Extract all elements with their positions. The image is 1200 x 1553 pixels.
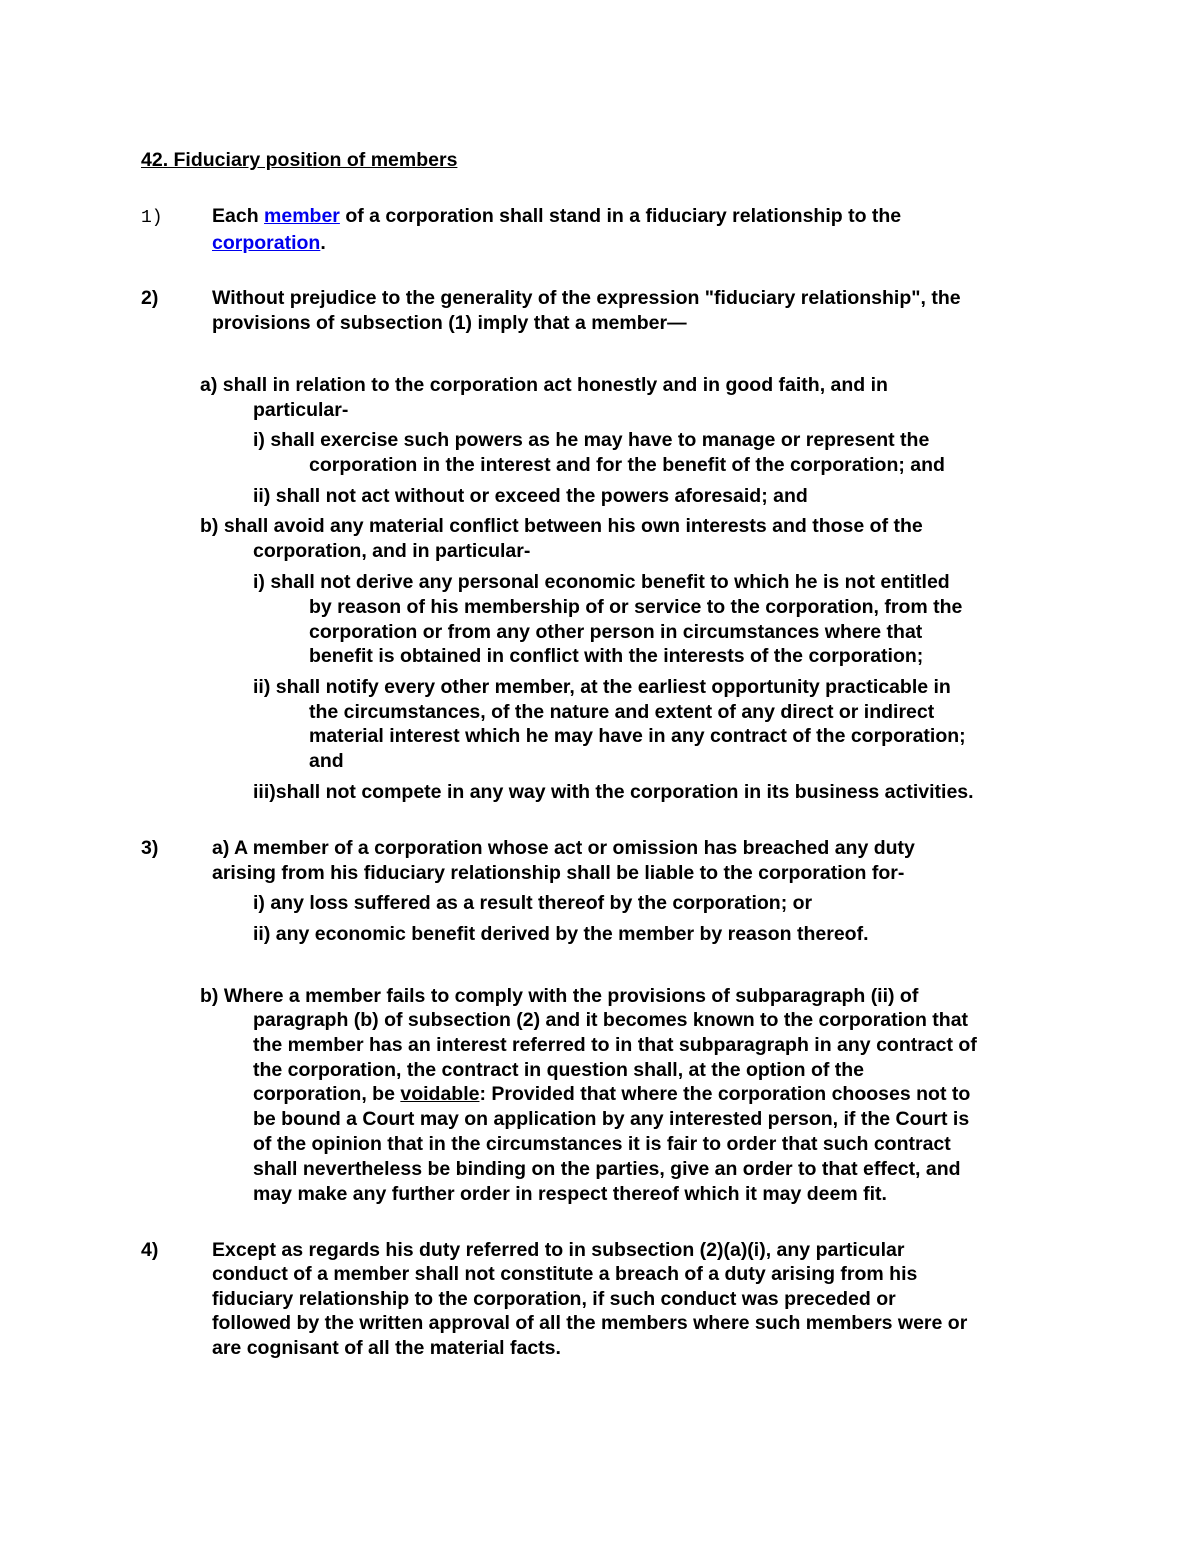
subsection-2-line-1: Without prejudice to the generality of the expression "fiduciary relationship", the xyxy=(212,287,961,309)
para-2b-i-line-3: corporation or from any other person in circumstances where that xyxy=(309,621,923,643)
para-2b-line-2: corporation, and in particular- xyxy=(253,540,531,562)
subsection-1-line-1 xyxy=(212,204,901,229)
para-3a-line-1: a) A member of a corporation whose act or omission has breached any duty xyxy=(212,837,915,859)
para-2b-i-line-4: benefit is obtained in conflict with the interests of the corporation; xyxy=(309,645,924,667)
para-3b-line-6: be bound a Court may on application by any interested person, if the Court is xyxy=(253,1108,970,1130)
subsection-1-number: 1) xyxy=(141,208,163,228)
para-2a-i-line-1: i) shall exercise such powers as he may have to manage or represent the xyxy=(253,429,930,451)
para-3a-line-2: arising from his fiduciary relationship shall be liable to the corporation for- xyxy=(212,862,905,884)
para-3b-line-4: the corporation, the contract in question shall, at the option of the xyxy=(253,1059,865,1081)
para-3b-line-5-post: : Provided that where the corporation chooses not to xyxy=(479,1083,971,1105)
para-2a-ii: ii) shall not act without or exceed the powers aforesaid; and xyxy=(253,485,808,507)
para-3b-line-7: of the opinion that in the circumstances it is fair to order that such contract xyxy=(253,1133,951,1155)
s1-text-end: . xyxy=(320,232,326,254)
voidable-link[interactable]: voidable xyxy=(400,1083,480,1105)
para-2a-line-2: particular- xyxy=(253,399,349,421)
para-2b-ii-line-3: material interest which he may have in any contract of the corporation; xyxy=(309,725,966,747)
para-3a-ii: ii) any economic benefit derived by the member by reason thereof. xyxy=(253,923,869,945)
para-2b-ii-line-1: ii) shall notify every other member, at the earliest opportunity practicable in xyxy=(253,676,951,698)
subsection-4-line-4: followed by the written approval of all the members where such members were or xyxy=(212,1312,968,1334)
para-3b-line-5 xyxy=(253,1082,970,1107)
subsection-4-number: 4) xyxy=(141,1239,159,1261)
subsection-4-line-5: are cognisant of all the material facts. xyxy=(212,1337,561,1359)
para-3b-line-5-pre: corporation, be xyxy=(253,1083,401,1105)
subsection-3-number: 3) xyxy=(141,837,159,859)
para-2a-line-1: a) shall in relation to the corporation act honestly and in good faith, and in xyxy=(200,374,888,396)
para-2b-ii-line-4: and xyxy=(309,750,344,772)
para-2b-i-line-2: by reason of his membership of or service to the corporation, from the xyxy=(309,596,963,618)
corporation-link[interactable]: corporation xyxy=(212,232,321,254)
para-2b-ii-line-2: the circumstances, of the nature and extent of any direct or indirect xyxy=(309,701,935,723)
subsection-4-line-3: fiduciary relationship to the corporation, if such conduct was preceded or xyxy=(212,1288,896,1310)
section-title: 42. Fiduciary position of members xyxy=(141,149,458,171)
s1-text-post: of a corporation shall stand in a fiduciary relationship to the xyxy=(339,205,902,227)
subsection-2-line-2: provisions of subsection (1) imply that a member— xyxy=(212,312,687,334)
para-3a-i: i) any loss suffered as a result thereof by the corporation; or xyxy=(253,892,813,914)
para-3b-line-8: shall nevertheless be binding on the parties, give an order to that effect, and xyxy=(253,1158,961,1180)
subsection-2-number: 2) xyxy=(141,287,159,309)
para-2b-iii: iii)shall not compete in any way with the corporation in its business activities. xyxy=(253,781,974,803)
member-link[interactable]: member xyxy=(264,205,340,227)
para-2b-i-line-1: i) shall not derive any personal economic benefit to which he is not entitled xyxy=(253,571,950,593)
subsection-4-line-1: Except as regards his duty referred to in subsection (2)(a)(i), any particular xyxy=(212,1239,905,1261)
para-2a-i-line-2: corporation in the interest and for the benefit of the corporation; and xyxy=(309,454,945,476)
subsection-1-line-2 xyxy=(212,231,326,256)
s1-text-pre: Each xyxy=(212,205,265,227)
para-3b-line-1: b) Where a member fails to comply with the provisions of subparagraph (ii) of xyxy=(200,985,919,1007)
para-3b-line-9: may make any further order in respect thereof which it may deem fit. xyxy=(253,1183,887,1205)
para-3b-line-2: paragraph (b) of subsection (2) and it becomes known to the corporation that xyxy=(253,1009,969,1031)
para-2b-line-1: b) shall avoid any material conflict between his own interests and those of the xyxy=(200,515,923,537)
subsection-4-line-2: conduct of a member shall not constitute a breach of a duty arising from his xyxy=(212,1263,918,1285)
para-3b-line-3: the member has an interest referred to in that subparagraph in any contract of xyxy=(253,1034,977,1056)
